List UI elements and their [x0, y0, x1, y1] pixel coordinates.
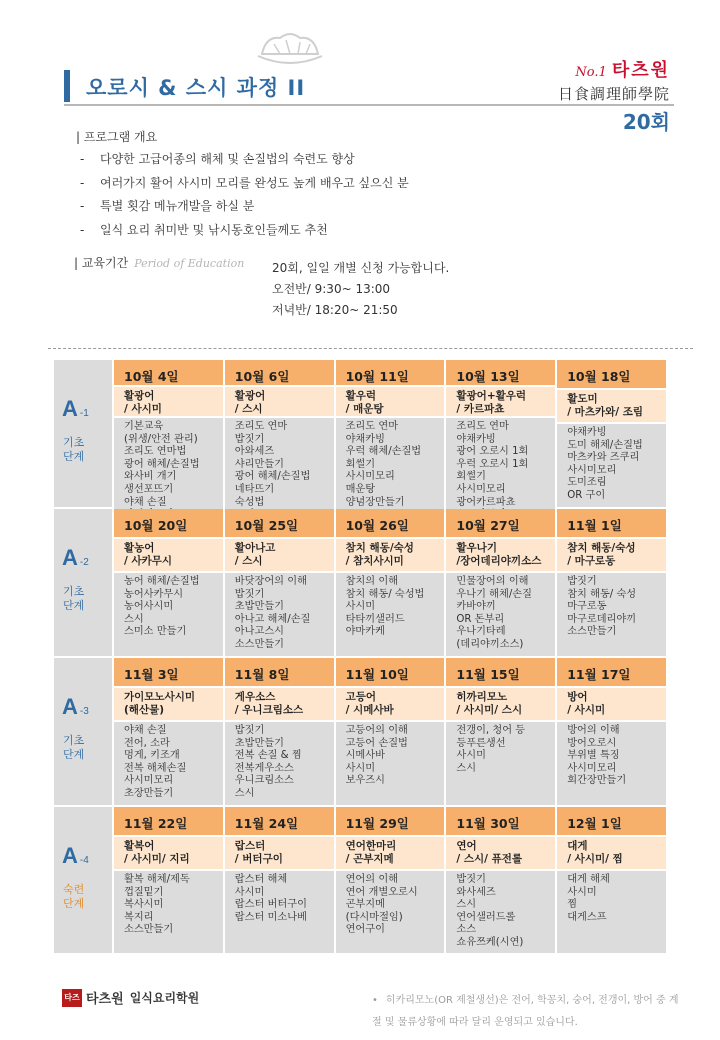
session-item: 전갱이, 청어 등: [456, 725, 526, 736]
session-date: 11월 8일: [225, 658, 334, 688]
block-label: [54, 658, 114, 805]
session-topic: [446, 387, 555, 418]
class-session: [446, 509, 557, 656]
session-item: 양념장만들기: [345, 496, 405, 508]
session-item: 복지리: [124, 911, 154, 923]
session-item: 회썰기: [456, 471, 486, 483]
session-item: 밥짓기: [234, 588, 265, 600]
class-session: [225, 658, 336, 805]
session-item: 소스만들기: [567, 626, 617, 638]
session-item: 밥짓기: [234, 725, 265, 736]
footer-brand-name: 타츠원: [86, 992, 124, 1007]
session-topic-line: 대게: [567, 840, 588, 852]
session-topic: [557, 390, 666, 424]
session-item: 회썰기: [345, 458, 376, 470]
session-topic-line: / 스시/ 퓨전롤: [456, 853, 523, 865]
session-item: 참치의 이해: [345, 576, 399, 587]
session-date: 12월 1일: [557, 807, 666, 837]
period-line: 20회, 일일 개별 신청 가능합니다.: [272, 261, 450, 275]
session-item: 아나고스시: [234, 626, 285, 638]
session-topic-line: 활광어+활우럭: [456, 390, 527, 402]
schedule-grid: [54, 360, 666, 955]
session-date: 11월 15일: [446, 658, 555, 688]
class-session: [557, 658, 666, 805]
session-topic-line: / 버터구이: [234, 853, 283, 865]
session-topic: [336, 539, 445, 573]
session-item: 광어 오로시 1회: [456, 446, 529, 458]
class-session: [225, 807, 336, 953]
session-topic-line: / 스시: [234, 403, 263, 415]
session-item: 광어 해체/손질법: [234, 471, 311, 483]
class-session: [557, 509, 666, 656]
session-item: 멍게, 키조개: [124, 750, 180, 762]
section-divider: [48, 348, 693, 349]
session-date: 11월 30일: [446, 807, 555, 837]
session-item: 네타뜨기: [234, 483, 275, 495]
session-items: [336, 722, 445, 805]
session-date: 11월 17일: [557, 658, 666, 688]
session-item: 등푸른생선: [456, 737, 506, 749]
block-label: [54, 509, 114, 656]
session-topic-line: / 사시미: [567, 704, 606, 716]
session-item: 마구로데리야끼: [567, 613, 637, 625]
session-item: 시메사바: [345, 750, 385, 762]
session-items: [114, 871, 223, 953]
schedule-block: [54, 509, 666, 658]
session-topic-line: 고등어: [345, 691, 377, 703]
title-underline: [64, 104, 674, 106]
session-item: 랍스터 버터구이: [234, 899, 307, 911]
session-topic-line: / 마츠카와/ 조림: [567, 406, 644, 418]
session-item: 스시: [456, 899, 477, 911]
class-session: [336, 360, 447, 507]
session-items: [225, 418, 334, 522]
footer-logo: [62, 988, 199, 1007]
session-topic: [336, 837, 445, 871]
session-topic: [557, 688, 666, 722]
session-items: [557, 871, 666, 953]
session-item: 야채카빙: [456, 433, 496, 445]
session-topic: [446, 837, 555, 871]
session-item: 대게 해체: [567, 874, 610, 885]
block-level: 숙련 단계: [63, 883, 85, 910]
session-item: 소스만들기: [124, 924, 174, 936]
session-topic-line: 연어: [456, 840, 477, 852]
block-columns: [114, 658, 666, 805]
session-items: [336, 871, 445, 953]
schedule-block: [54, 658, 666, 807]
session-date: 10월 25일: [225, 509, 334, 539]
session-topic-line: 방어: [567, 691, 588, 703]
session-topic: [225, 837, 334, 871]
session-items: [557, 722, 666, 805]
session-item: 사시미모리: [456, 483, 506, 495]
session-item: 전복 해체손질: [124, 762, 187, 774]
block-code-letter: A: [62, 694, 78, 719]
session-item: 사시미: [345, 601, 376, 613]
session-topic-line: / 우니크림소스: [234, 704, 304, 716]
session-item: 고등어의 이해: [345, 725, 408, 736]
session-item: 야채카빙: [345, 433, 385, 445]
class-session: [336, 807, 447, 953]
block-columns: [114, 807, 666, 953]
session-item: 사시미모리: [567, 762, 617, 774]
session-item: 사시미모리: [345, 471, 395, 483]
session-item: 소스만들기: [234, 638, 285, 650]
session-item: 사시미: [567, 886, 597, 898]
dash: -: [80, 199, 85, 213]
session-item: 타타끼샐러드: [345, 613, 405, 625]
dash: -: [80, 152, 85, 166]
brand-no1: No.1: [575, 65, 607, 80]
session-item: 와사비 개기: [124, 471, 177, 483]
session-topic: [225, 387, 334, 418]
session-topic: [557, 837, 666, 871]
sushi-dish-icon: [252, 26, 328, 70]
block-code-letter: A: [62, 545, 78, 570]
session-item: 우럭 해체/손질법: [345, 446, 422, 458]
class-session: [557, 807, 666, 953]
session-items: [336, 418, 445, 509]
session-items: [336, 573, 445, 656]
session-items: [225, 573, 334, 656]
session-date: 10월 6일: [225, 360, 334, 387]
session-item: 초밥만들기: [234, 737, 285, 749]
block-code-letter: A: [62, 396, 78, 421]
session-date: 11월 3일: [114, 658, 223, 688]
session-item: 참치 해동/ 숙성법: [345, 588, 425, 600]
session-topic-line: / 스시: [234, 555, 263, 567]
session-topic-line: 활광어: [124, 390, 155, 402]
session-topic-line: / 매운탕: [345, 403, 384, 415]
session-item: 조리도 연마: [345, 421, 399, 432]
session-item: 야마카케: [345, 626, 385, 638]
overview-label: | 프로그램 개요: [76, 130, 158, 144]
class-session: [446, 807, 557, 953]
session-item: 쇼유쯔케(시연): [456, 936, 524, 948]
session-item: 카바야끼: [456, 601, 496, 613]
class-session: [336, 509, 447, 656]
session-item: 초밥만들기: [234, 601, 285, 613]
session-item: 밥짓기: [567, 576, 597, 587]
session-count: 20회: [622, 110, 670, 134]
session-item: 도미조림: [567, 477, 607, 489]
session-item: 회간장만들기: [567, 775, 627, 787]
session-topic-line: / 사시미: [124, 403, 162, 415]
session-items: [114, 722, 223, 805]
title-accent-bar: [64, 70, 70, 102]
session-item: OR 돈부리: [456, 613, 505, 625]
session-item: 껍질밑기: [124, 886, 164, 898]
session-item: 샤리만들기: [234, 458, 285, 470]
session-topic-line: /장어데리야끼소스: [456, 555, 542, 567]
session-topic-line: 참치 해동/숙성: [345, 542, 414, 554]
period-line: 저녁반/ 18:20~ 21:50: [272, 303, 398, 317]
footer-seal: 타즈: [62, 989, 82, 1007]
session-item: 조리도 연마: [456, 421, 509, 432]
session-item: (데리야끼소스): [456, 638, 524, 650]
session-items: [114, 418, 223, 522]
session-topic: [225, 688, 334, 722]
session-topic-line: / 사카무시: [124, 555, 173, 567]
session-topic-line: / 마구로동: [567, 555, 616, 567]
session-topic-line: / 참치사시미: [345, 555, 404, 567]
session-date: 10월 27일: [446, 509, 555, 539]
session-topic: [225, 539, 334, 573]
session-item: 생선포뜨기: [124, 483, 174, 495]
block-level: 기초 단계: [63, 585, 85, 612]
session-item: 찜: [567, 899, 578, 911]
session-topic-line: 연어한마리: [345, 840, 397, 852]
session-item: 밥짓기: [456, 874, 486, 885]
block-code: [62, 694, 89, 720]
block-code-number: -2: [79, 557, 89, 568]
session-topic-line: / 사시미/ 스시: [456, 704, 523, 716]
session-item: 초장만들기: [124, 787, 174, 799]
block-code-letter: A: [62, 843, 78, 868]
session-item: 참치 해동/ 숙성: [567, 588, 637, 600]
overview-item: [80, 150, 409, 174]
session-topic-line: 가이모노사시미: [124, 691, 196, 703]
session-item: 곤부지메: [345, 899, 385, 911]
class-session: [446, 360, 557, 507]
overview-item-text: 특별 횟감 메뉴개발을 하실 분: [100, 199, 255, 213]
period-label-text: | 교육기간: [74, 256, 129, 270]
session-item: 스시: [234, 787, 255, 799]
session-item: 도미 해체/손질법: [567, 439, 643, 451]
session-topic-line: / 카르파쵸: [456, 403, 505, 415]
period-line: 오전반/ 9:30~ 13:00: [272, 282, 391, 296]
session-date: 10월 4일: [114, 360, 223, 387]
session-date: 11월 24일: [225, 807, 334, 837]
session-item: (다시마절임): [345, 911, 403, 923]
session-date: 10월 11일: [336, 360, 445, 387]
overview-item-text: 여러가지 활어 사시미 모리를 완성도 높게 배우고 싶으신 분: [100, 175, 409, 190]
block-columns: [114, 509, 666, 656]
session-item: 대게스프: [567, 911, 607, 923]
block-label: [54, 360, 114, 507]
block-label: [54, 807, 114, 953]
session-item: 농어 해체/손질법: [124, 576, 200, 587]
overview-item-text: 다양한 고급어종의 해체 및 손질법의 숙련도 향상: [100, 152, 355, 166]
session-topic: [114, 837, 223, 871]
session-topic-line: (해산물): [124, 704, 165, 716]
session-topic-line: 게우소스: [234, 691, 276, 703]
session-topic-line: 활도미: [567, 393, 598, 405]
session-item: 우럭 오로시 1회: [456, 458, 529, 470]
class-session: [225, 509, 336, 656]
session-item: 아와세즈: [234, 446, 275, 458]
session-item: 아나고 해체/손질: [234, 613, 311, 625]
session-topic-line: 활광어: [234, 390, 266, 402]
session-item: 고등어 손질법: [345, 737, 408, 749]
session-item: 조리도 연마: [234, 421, 288, 432]
session-item: 방어오로시: [567, 737, 617, 749]
class-session: [557, 360, 666, 507]
session-item: 연어구이: [345, 924, 385, 936]
session-item: 우나기타레: [456, 626, 506, 638]
session-item: 전복 손질 & 찜: [234, 750, 302, 762]
class-session: [114, 807, 225, 953]
footer-note: [372, 990, 682, 1034]
session-item: 스시: [456, 762, 477, 774]
session-item: 소스: [456, 924, 477, 936]
session-items: [446, 871, 555, 953]
session-item: 전복게우소스: [234, 762, 294, 774]
schedule-block: [54, 807, 666, 955]
session-item: 부위별 특징: [567, 750, 620, 762]
session-topic-line: 활농어: [124, 542, 155, 554]
session-items: [557, 573, 666, 656]
session-item: 스시: [124, 613, 144, 625]
session-topic: [114, 387, 223, 418]
session-items: [446, 722, 555, 805]
session-topic-line: / 사시미/ 지리: [124, 853, 190, 865]
session-topic-line: 활복어: [124, 840, 155, 852]
block-level: 기초 단계: [63, 734, 85, 761]
session-items: [114, 573, 223, 656]
class-session: [114, 658, 225, 805]
session-item: 광어카르파쵸: [456, 496, 516, 508]
session-items: [557, 424, 666, 507]
period-label: [74, 254, 244, 271]
session-item: 연어 개별오로시: [345, 886, 418, 898]
session-item: 사시미: [456, 750, 486, 762]
block-code-number: -4: [79, 855, 89, 866]
block-columns: [114, 360, 666, 507]
brand-logo: [558, 56, 670, 104]
session-item: 연어샐러드롤: [456, 911, 516, 923]
session-topic: [336, 387, 445, 418]
session-item: 마츠카와 즈쿠리: [567, 452, 640, 464]
overview-item-text: 일식 요리 취미반 및 낚시동호인들께도 추천: [100, 222, 328, 237]
session-items: [225, 871, 334, 953]
session-item: 야채 손질: [124, 725, 167, 736]
session-item: 마구로동: [567, 601, 607, 613]
session-item: 밥짓기: [234, 433, 265, 445]
overview-item: [80, 174, 409, 198]
session-date: 10월 13일: [446, 360, 555, 387]
session-date: 11월 10일: [336, 658, 445, 688]
session-item: 우나기 해체/손질: [456, 588, 532, 600]
session-item: 와사세즈: [456, 886, 496, 898]
class-session: [336, 658, 447, 805]
brand-hanja: 日食調理師學院: [557, 85, 670, 103]
session-topic: [446, 688, 555, 722]
page-title: 오로시 & 스시 과정 II: [86, 76, 306, 100]
session-item: 농어사카무시: [124, 588, 184, 600]
session-date: 11월 22일: [114, 807, 223, 837]
session-topic: [114, 688, 223, 722]
session-item: 조리도 연마법: [124, 446, 187, 458]
block-code: [62, 843, 89, 869]
session-item: 사시미모리: [567, 464, 617, 476]
session-topic-line: 히까리모노: [456, 691, 508, 703]
dash: -: [80, 222, 85, 237]
session-item: 사시미: [345, 762, 376, 774]
session-items: [446, 573, 555, 656]
session-topic-line: / 시메사바: [345, 704, 394, 716]
session-topic: [446, 539, 555, 573]
session-date: 10월 26일: [336, 509, 445, 539]
overview-item: [80, 197, 409, 221]
session-item: 기본교육: [124, 421, 164, 432]
session-item: 방어의 이해: [567, 725, 620, 736]
session-item: 보우즈시: [345, 775, 385, 787]
block-code-number: -1: [79, 408, 89, 419]
session-topic-line: / 사시미/ 찜: [567, 853, 623, 865]
session-topic: [336, 688, 445, 722]
session-topic: [557, 539, 666, 573]
session-item: 사시미모리: [124, 775, 174, 787]
session-topic-line: 참치 해동/숙성: [567, 542, 636, 554]
session-items: [225, 722, 334, 805]
class-session: [114, 360, 225, 507]
note-bullet: •: [372, 995, 378, 1006]
note-text: 히카리모노(OR 제철생선)은 전어, 학꽁치, 숭어, 전갱이, 방어 중 계절 및 물류상황에 따라 달리 운영되고 있습니다.: [372, 995, 679, 1028]
session-item: 랍스터 해체: [234, 874, 288, 885]
session-item: 농어사시미: [124, 601, 174, 613]
session-topic-line: 활우럭: [345, 390, 377, 402]
brand-name: 타츠원: [611, 60, 670, 81]
footer-brand-sub: 일식요리학원: [129, 991, 200, 1005]
class-session: [225, 360, 336, 507]
session-item: (위생/안전 관리): [124, 433, 198, 445]
session-items: [446, 418, 555, 522]
period-label-en: Period of Education: [134, 257, 245, 270]
session-item: 광어 해체/손질법: [124, 458, 200, 470]
class-session: [114, 509, 225, 656]
session-item: 바닷장어의 이해: [234, 576, 307, 587]
session-topic-line: 활우나기: [456, 542, 497, 554]
session-item: 스미소 만들기: [124, 626, 187, 638]
session-topic-line: 활아나고: [234, 542, 276, 554]
overview-item: [80, 221, 409, 245]
session-item: 복사시미: [124, 899, 164, 911]
session-item: OR 구이: [567, 489, 606, 501]
session-topic-line: 랍스터: [234, 840, 266, 852]
dash: -: [80, 175, 85, 190]
session-item: 활복 해체/제독: [124, 874, 190, 885]
session-item: 민물장어의 이해: [456, 576, 529, 587]
session-item: 랍스터 미소나베: [234, 911, 307, 923]
block-code: [62, 396, 89, 422]
session-topic-line: / 곤부지메: [345, 853, 394, 865]
session-date: 10월 20일: [114, 509, 223, 539]
session-item: 숙성법: [234, 496, 265, 508]
block-code: [62, 545, 89, 571]
session-topic: [114, 539, 223, 573]
session-item: 전어, 소라: [124, 737, 170, 749]
class-session: [446, 658, 557, 805]
session-date: 10월 18일: [557, 360, 666, 390]
period-details: [272, 258, 449, 321]
session-item: 사시미: [234, 886, 265, 898]
session-date: 11월 1일: [557, 509, 666, 539]
session-item: 매운탕: [345, 483, 376, 495]
session-item: 연어의 이해: [345, 874, 399, 885]
schedule-block: [54, 360, 666, 509]
session-item: 우니크림소스: [234, 775, 294, 787]
session-item: 야채카빙: [567, 427, 607, 438]
block-code-number: -3: [79, 706, 89, 717]
block-level: 기초 단계: [63, 436, 85, 463]
session-date: 11월 29일: [336, 807, 445, 837]
overview-list: [80, 150, 409, 244]
session-item: 야채 손질: [124, 496, 167, 508]
